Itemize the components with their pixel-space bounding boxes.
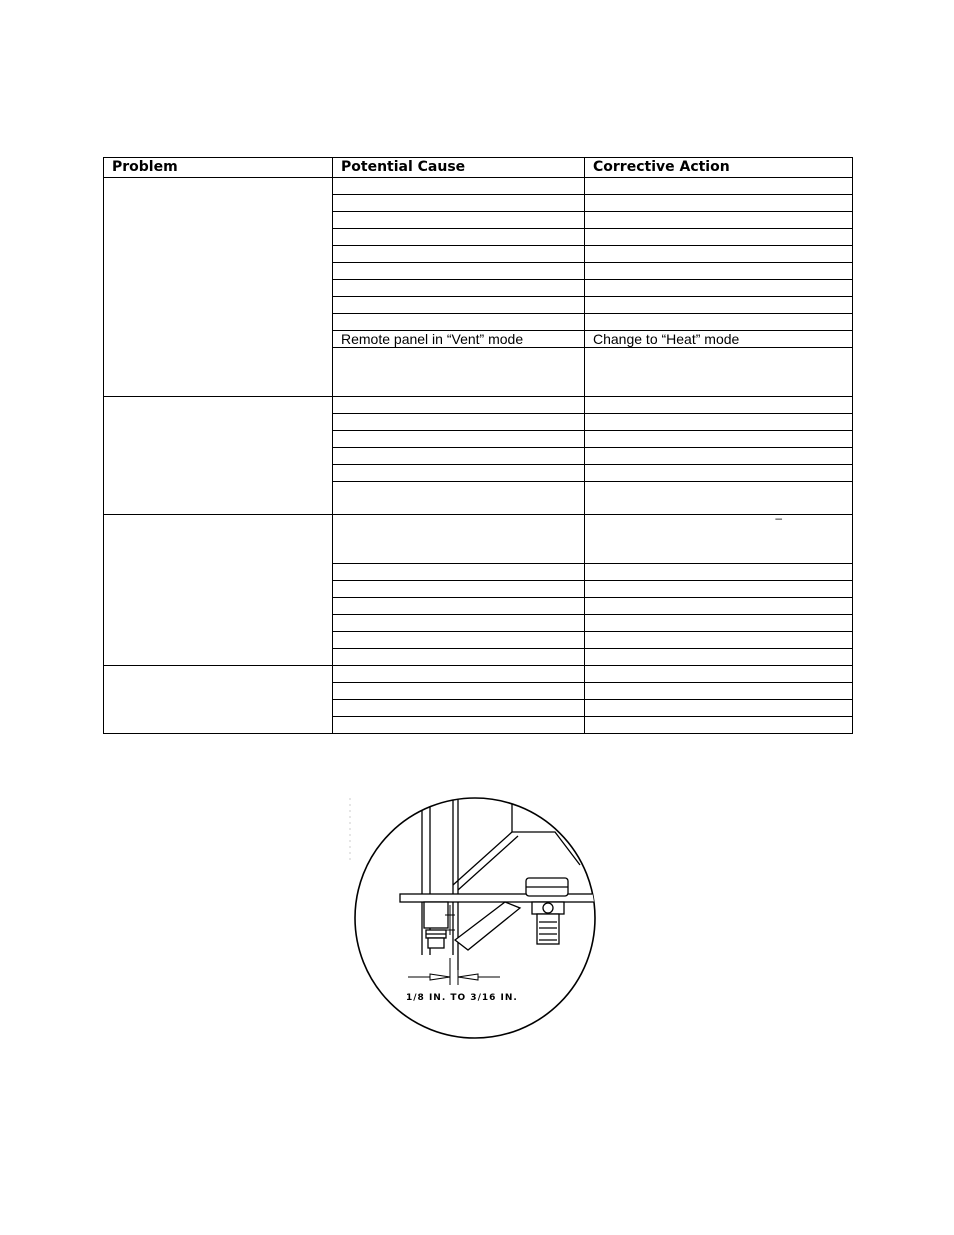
action-cell: [585, 280, 853, 297]
cause-cell: [333, 195, 585, 212]
cause-cell: [333, 683, 585, 700]
cause-cell: [333, 212, 585, 229]
cause-cell: [333, 297, 585, 314]
cause-cell: [333, 414, 585, 431]
cause-cell: [333, 246, 585, 263]
cause-cell: [333, 482, 585, 515]
table-row: [104, 666, 853, 683]
action-cell: [585, 414, 853, 431]
header-potential-cause: Potential Cause: [333, 158, 585, 178]
cause-cell: [333, 263, 585, 280]
cause-cell: [333, 666, 585, 683]
action-cell: [585, 465, 853, 482]
cause-cell: [333, 314, 585, 331]
cause-cell: [333, 700, 585, 717]
action-cell: [585, 564, 853, 581]
remote-panel-action: Change to “Heat” mode: [585, 331, 853, 348]
action-cell: [585, 195, 853, 212]
problem-cell: [104, 666, 333, 734]
cause-cell: [333, 448, 585, 465]
remote-panel-cause: Remote panel in “Vent” mode: [333, 331, 585, 348]
cause-cell: [333, 717, 585, 734]
action-cell: [585, 581, 853, 598]
action-cell: [585, 515, 853, 564]
action-cell: [585, 314, 853, 331]
gap-adjustment-detail-icon: [340, 790, 610, 1050]
action-cell: [585, 666, 853, 683]
cause-cell: [333, 632, 585, 649]
action-cell: [585, 297, 853, 314]
action-cell: [585, 700, 853, 717]
table-row: [104, 515, 853, 564]
cause-cell: [333, 564, 585, 581]
action-cell: [585, 229, 853, 246]
cause-cell: [333, 348, 585, 397]
action-cell: [585, 598, 853, 615]
action-cell: [585, 482, 853, 515]
stray-mark: –: [775, 514, 782, 525]
cause-cell: [333, 280, 585, 297]
action-cell: [585, 212, 853, 229]
cause-cell: [333, 515, 585, 564]
cause-cell: [333, 598, 585, 615]
action-cell: [585, 649, 853, 666]
problem-cell: [104, 397, 333, 515]
cause-cell: [333, 649, 585, 666]
table-header-row: [104, 158, 853, 178]
cause-cell: [333, 229, 585, 246]
troubleshooting-table: [103, 157, 853, 734]
table-row: [104, 397, 853, 414]
header-corrective-action: Corrective Action: [585, 158, 853, 178]
figure-caption: 1/8 IN. TO 3/16 IN.: [406, 993, 518, 1003]
problem-cell: [104, 515, 333, 666]
problem-cell: [104, 178, 333, 397]
cause-cell: [333, 397, 585, 414]
action-cell: [585, 263, 853, 280]
action-cell: [585, 615, 853, 632]
action-cell: [585, 448, 853, 465]
action-cell: [585, 397, 853, 414]
action-cell: [585, 717, 853, 734]
table-row: [104, 178, 853, 195]
cause-cell: [333, 615, 585, 632]
action-cell: [585, 348, 853, 397]
header-problem: Problem: [104, 158, 333, 178]
action-cell: [585, 246, 853, 263]
cause-cell: [333, 581, 585, 598]
action-cell: [585, 431, 853, 448]
action-cell: [585, 683, 853, 700]
action-cell: [585, 178, 853, 195]
cause-cell: [333, 465, 585, 482]
cause-cell: [333, 431, 585, 448]
action-cell: [585, 632, 853, 649]
cause-cell: [333, 178, 585, 195]
